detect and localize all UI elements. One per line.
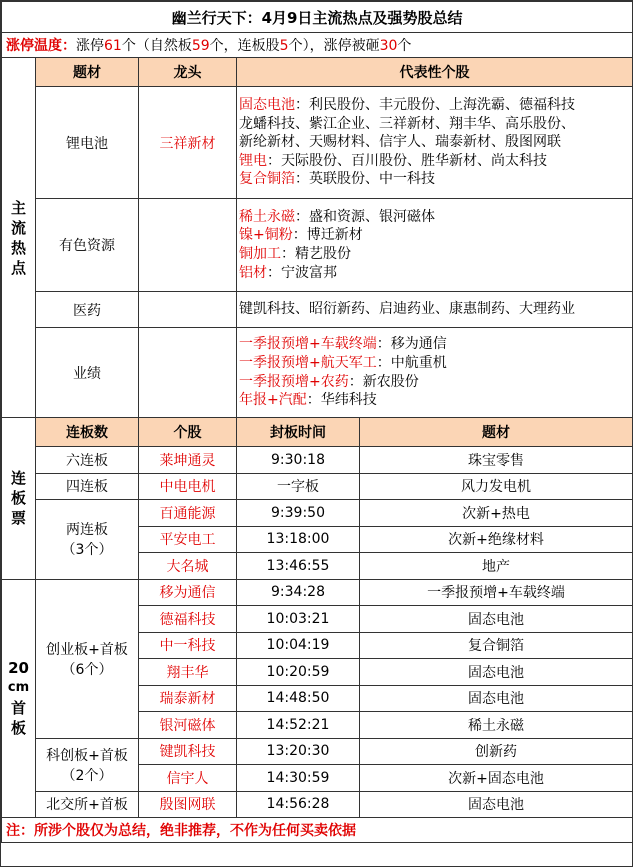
sub-theme-separator: ： (292, 227, 307, 244)
table-row (2, 447, 633, 474)
hot-leader: 三祥新材 (139, 87, 237, 199)
stock-names: 精艺股份 (295, 246, 351, 262)
stock-name: 信宇人 (139, 765, 237, 792)
stock-names: 英联股份、中一科技 (309, 171, 435, 188)
header-seal-time: 封板时间 (237, 418, 360, 447)
stock-names: 利民股份、丰元股份、上海洗霸、德福科技 (309, 97, 575, 114)
stock-name: 百通能源 (139, 500, 237, 527)
board-group-label (36, 500, 139, 580)
temperature-text: 个（自然板 (121, 38, 192, 54)
stock-name: 莱坤通灵 (139, 447, 237, 474)
stock-names: 中航重机 (390, 354, 447, 371)
temperature-text: 个，连板股 (209, 38, 280, 54)
sub-theme-tag: 年报+汽配 (239, 392, 307, 409)
hot-leader (139, 199, 237, 292)
stock-name: 键凯科技 (139, 738, 237, 765)
stock-names: 龙蟠科技、紫江企业、三祥新材、翔丰华、高乐股份、 (239, 115, 575, 132)
stock-line (239, 152, 632, 171)
stock-theme: 复合铜箔 (360, 632, 633, 659)
hot-stock-list (237, 292, 633, 328)
stock-theme: 创新药 (360, 738, 633, 765)
stock-line (239, 373, 632, 392)
temperature-label: 涨停温度： (6, 38, 76, 54)
table-row (2, 473, 633, 500)
hot-stock-list (237, 328, 633, 418)
stock-names: 移为通信 (390, 336, 447, 353)
stock-theme: 次新+绝缘材料 (360, 526, 633, 553)
stock-theme: 次新+固态电池 (360, 765, 633, 792)
stock-name: 银河磁体 (139, 712, 237, 739)
board-group-name: 创业板+首板 (46, 641, 128, 658)
board-group-name: 北交所+首板 (46, 797, 128, 814)
seal-time: 一字板 (237, 473, 360, 500)
hot-leader (139, 328, 237, 418)
header-board-count: 连板数 (36, 418, 139, 447)
seal-time: 14:52:21 (237, 712, 360, 739)
stock-line (239, 264, 632, 283)
table-row (2, 292, 633, 328)
stock-name: 移为通信 (139, 579, 237, 606)
seal-time: 14:48:50 (237, 685, 360, 712)
table-row (2, 58, 633, 87)
stock-line (239, 335, 632, 354)
section-20cm-char: 首 (10, 699, 26, 718)
seal-time: 9:39:50 (237, 500, 360, 527)
seal-time: 10:03:21 (237, 606, 360, 633)
header-theme: 题材 (36, 58, 139, 87)
temperature-text: 个），涨停被砸 (288, 38, 380, 54)
board-group-label (36, 579, 139, 738)
stock-theme: 地产 (360, 553, 633, 580)
hot-theme: 业绩 (36, 328, 139, 418)
stock-name: 大名城 (139, 553, 237, 580)
table-row (2, 328, 633, 418)
stock-theme: 次新+热电 (360, 500, 633, 527)
board-group-name: 两连板 (66, 522, 108, 539)
summary-table (1, 1, 633, 843)
sub-theme-separator: ： (295, 97, 309, 114)
section-20cm-char: 板 (10, 719, 26, 738)
seal-time: 9:34:28 (237, 579, 360, 606)
seal-time: 13:20:30 (237, 738, 360, 765)
board-group-label (36, 447, 139, 474)
stock-theme: 固态电池 (360, 606, 633, 633)
header-stocks: 代表性个股 (237, 58, 633, 87)
stock-theme: 风力发电机 (360, 473, 633, 500)
board-group-label (36, 791, 139, 818)
stock-names: 盛和资源、银河磁体 (309, 208, 435, 225)
natural-board-count: 59 (191, 38, 210, 54)
board-group-count: （3个） (61, 542, 113, 559)
stock-theme: 固态电池 (360, 685, 633, 712)
board-group-label (36, 473, 139, 500)
table-row (2, 199, 633, 292)
seal-time: 14:30:59 (237, 765, 360, 792)
sub-theme-tag: 一季报预增+车载终端 (239, 336, 377, 353)
temperature-text: 个 (397, 38, 412, 54)
board-group-name: 四连板 (66, 479, 108, 496)
seal-time: 9:30:18 (237, 447, 360, 474)
stock-name: 翔丰华 (139, 659, 237, 686)
sub-theme-tag: 固态电池 (239, 97, 295, 114)
header-theme: 题材 (360, 418, 633, 447)
stock-line (239, 115, 632, 134)
stock-names: 宁波富邦 (281, 264, 337, 281)
stock-name: 瑞泰新材 (139, 685, 237, 712)
section-20cm-unit: cm (7, 680, 30, 696)
stock-names: 天际股份、百川股份、胜华新材、尚太科技 (281, 152, 547, 169)
section-20cm-first-board (2, 579, 36, 818)
stock-names: 键凯科技、昭衍新药、启迪药业、康惠制药、大理药业 (239, 301, 575, 318)
hot-theme: 有色资源 (36, 199, 139, 292)
sub-theme-tag: 稀土永磁 (239, 208, 295, 225)
stock-theme: 固态电池 (360, 791, 633, 818)
seal-time: 14:56:28 (237, 791, 360, 818)
header-leader: 龙头 (139, 58, 237, 87)
board-group-label (36, 738, 139, 791)
header-stock: 个股 (139, 418, 237, 447)
sub-theme-tag: 锂电 (239, 152, 267, 169)
section-hot-themes: 主 流 热 点 (2, 58, 36, 418)
sub-theme-separator: ： (306, 392, 321, 409)
stock-names: 博迁新材 (306, 227, 363, 244)
sub-theme-separator: ： (348, 373, 363, 390)
stock-line (239, 300, 632, 319)
stock-line (239, 391, 632, 410)
sub-theme-tag: 一季报预增+农药 (239, 373, 349, 390)
section-20cm-number: 20 (8, 659, 29, 678)
stock-line (239, 354, 632, 373)
stock-names: 华纬科技 (320, 392, 377, 409)
board-group-count: （2个） (61, 767, 113, 784)
seal-time: 10:20:59 (237, 659, 360, 686)
limit-up-count: 61 (104, 38, 122, 54)
seal-time: 10:04:19 (237, 632, 360, 659)
hot-theme: 锂电池 (36, 87, 139, 199)
sub-theme-separator: ： (281, 246, 295, 262)
board-group-name: 科创板+首板 (46, 747, 128, 764)
table-row (2, 818, 633, 843)
section-consecutive-boards: 连 板 票 (2, 418, 36, 580)
stock-names: 新纶新材、天赐材料、信宇人、瑞泰新材、殷图网联 (239, 134, 561, 151)
sub-theme-separator: ： (376, 336, 391, 353)
page-title: 幽兰行天下：4月9日主流热点及强势股总结 (2, 2, 633, 33)
stock-line (239, 226, 632, 245)
stock-line (239, 208, 632, 227)
stock-name: 中一科技 (139, 632, 237, 659)
stock-theme: 一季报预增+车载终端 (360, 579, 633, 606)
board-group-count: （6个） (61, 661, 113, 678)
table-row (2, 87, 633, 199)
table-row (2, 738, 633, 765)
sub-theme-tag: 一季报预增+航天军工 (239, 354, 377, 371)
stock-line (239, 96, 632, 115)
sub-theme-tag: 铜加工 (239, 246, 281, 262)
sub-theme-separator: ： (267, 264, 281, 281)
stock-theme: 珠宝零售 (360, 447, 633, 474)
table-row (2, 579, 633, 606)
seal-time: 13:18:00 (237, 526, 360, 553)
hot-stock-list (237, 199, 633, 292)
hot-leader (139, 292, 237, 328)
table-row (2, 418, 633, 447)
table-row (2, 500, 633, 527)
stock-name: 殷图网联 (139, 791, 237, 818)
table-row (2, 791, 633, 818)
stock-line (239, 133, 632, 152)
sub-theme-separator: ： (295, 208, 309, 225)
limit-up-temperature (2, 33, 633, 58)
stock-line (239, 170, 632, 189)
consecutive-board-count: 5 (279, 38, 289, 54)
board-group-name: 六连板 (66, 452, 108, 469)
stock-line (239, 245, 632, 264)
sub-theme-tag: 复合铜箔 (239, 171, 295, 188)
seal-time: 13:46:55 (237, 553, 360, 580)
stock-theme: 固态电池 (360, 659, 633, 686)
stock-name: 德福科技 (139, 606, 237, 633)
sub-theme-tag: 铝材 (239, 264, 267, 281)
sub-theme-tag: 镍+铜粉 (239, 227, 293, 244)
sub-theme-separator: ： (267, 152, 281, 169)
sub-theme-separator: ： (376, 354, 391, 371)
hot-stock-list (237, 87, 633, 199)
disclaimer-footer: 注：所涉个股仅为总结，绝非推荐，不作为任何买卖依据 (2, 818, 633, 843)
stock-theme: 稀土永磁 (360, 712, 633, 739)
stock-names: 新农股份 (362, 373, 419, 390)
sub-theme-separator: ： (295, 171, 309, 188)
hot-theme: 医药 (36, 292, 139, 328)
broken-board-count: 30 (379, 38, 398, 54)
temperature-text: 涨停 (76, 38, 104, 54)
stock-name: 中电电机 (139, 473, 237, 500)
stock-name: 平安电工 (139, 526, 237, 553)
